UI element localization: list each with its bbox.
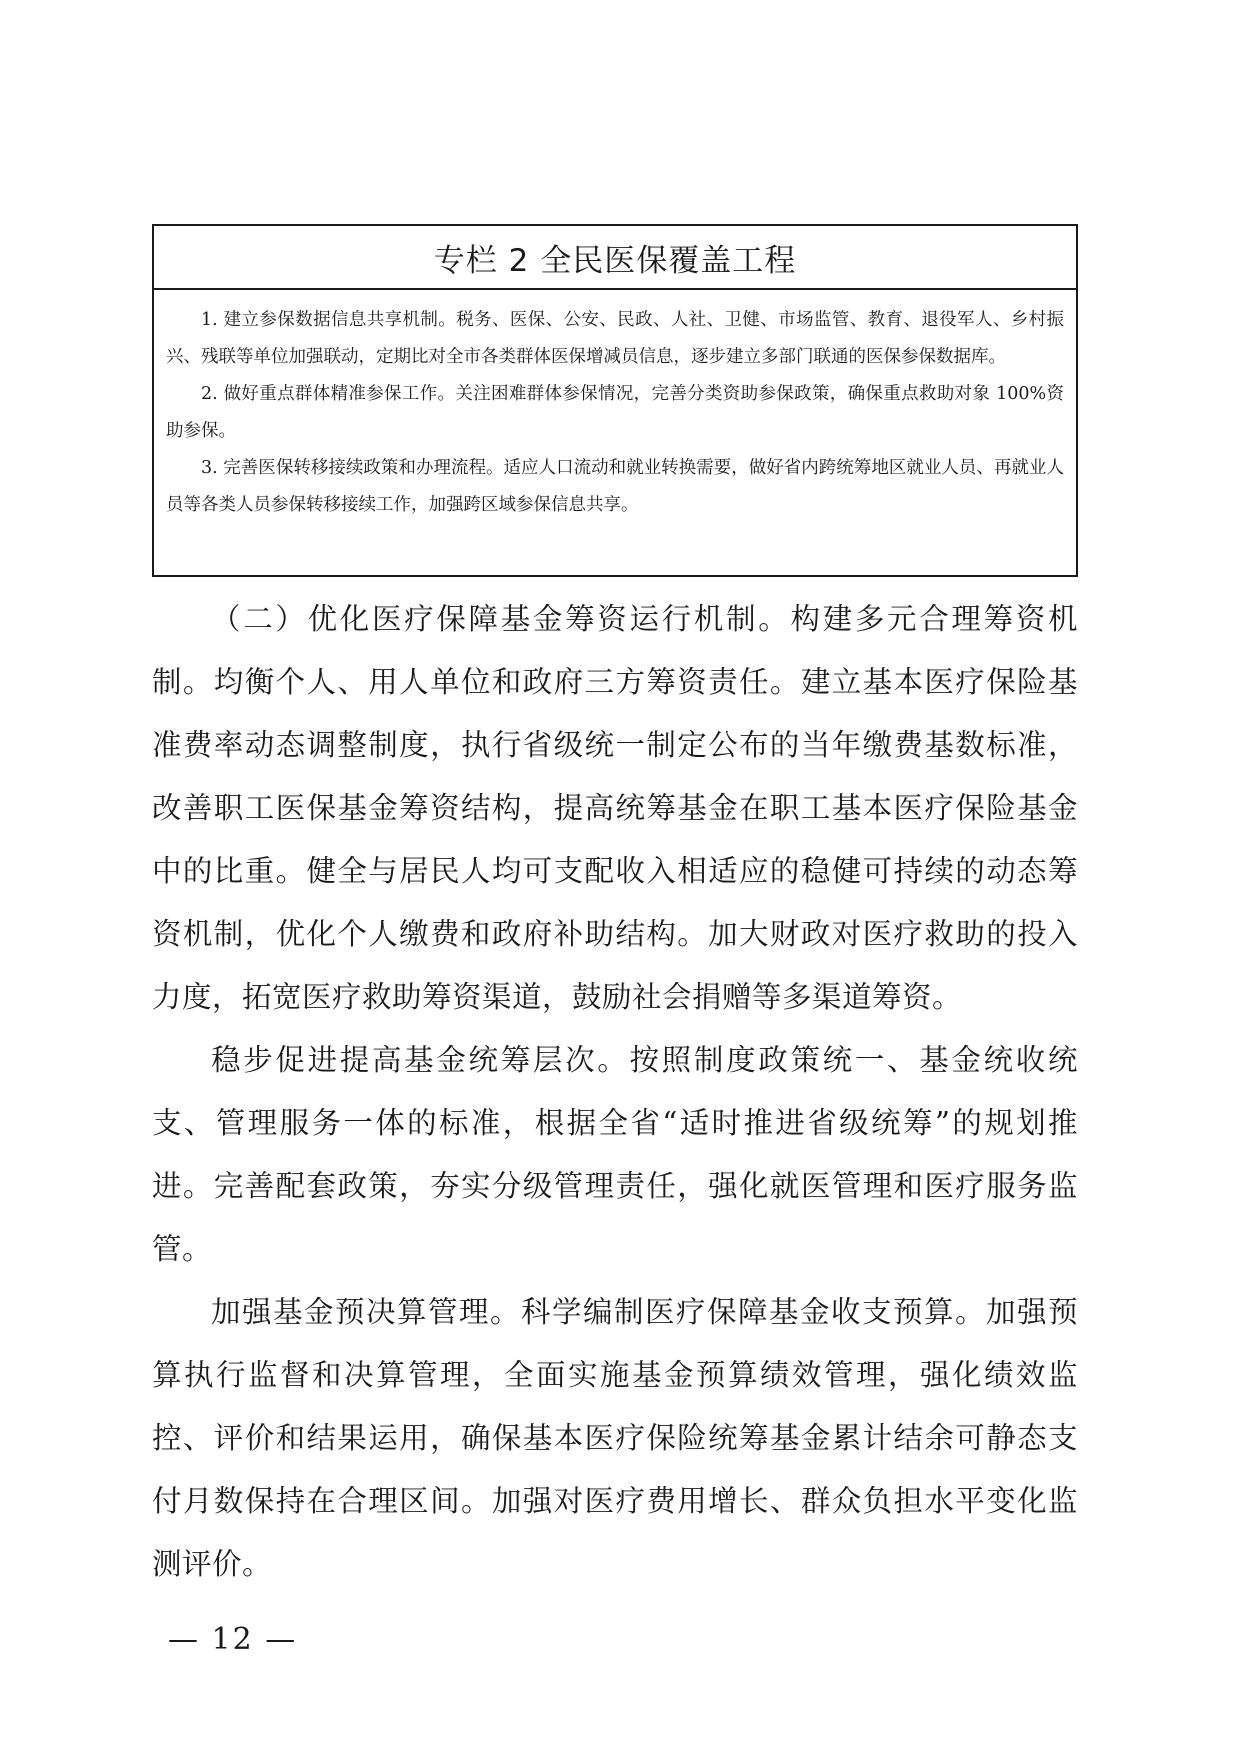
paragraph: （二）优化医疗保障基金筹资运行机制。构建多元合理筹资机制。均衡个人、用人单位和政府三方筹资责任。建立基本医疗保险基准费率动态调整制度，执行省级统一制定公布的当年缴费基数标准，改善职工医保基金筹资结构，提高统筹基金在职工基本医疗保险基金中的比重。健全与居民人均可支配收入相适应的稳健可持续的动态筹资机制，优化个人缴费和政府补助结构。加大财政对医疗救助的投入力度，拓宽医疗救助筹资渠道，鼓励社会捐赠等多渠道筹资。 [152, 602, 1078, 1014]
page-number: — 12 — [168, 1622, 298, 1657]
column-item: 2. 做好重点群体精准参保工作。关注困难群体参保情况，完善分类资助参保政策，确保重点救助对象 100%资助参保。 [166, 384, 1064, 441]
body-text [152, 588, 1078, 1596]
column-title: 专栏 2 全民医保覆盖工程 [154, 226, 1076, 290]
paragraph: 加强基金预决算管理。科学编制医疗保障基金收支预算。加强预算执行监督和决算管理，全面实施基金预算绩效管理，强化绩效监控、评价和结果运用，确保基本医疗保险统筹基金累计结余可静态支付月数保持在合理区间。加强对医疗费用增长、群众负担水平变化监测评价。 [152, 1295, 1078, 1581]
paragraph: 稳步促进提高基金统筹层次。按照制度政策统一、基金统收统支、管理服务一体的标准，根据全省“适时推进省级统筹”的规划推进。完善配套政策，夯实分级管理责任，强化就医管理和医疗服务监管。 [152, 1043, 1078, 1266]
column-body [154, 290, 1076, 524]
column-item: 1. 建立参保数据信息共享机制。税务、医保、公安、民政、人社、卫健、市场监管、教育、退役军人、乡村振兴、残联等单位加强联动，定期比对全市各类群体医保增减员信息，逐步建立多部门联通的医保参保数据库。 [166, 310, 1064, 367]
column-item: 3. 完善医保转移接续政策和办理流程。适应人口流动和就业转换需要，做好省内跨统筹地区就业人员、再就业人员等各类人员参保转移接续工作，加强跨区域参保信息共享。 [166, 458, 1064, 515]
column-box [152, 224, 1078, 577]
